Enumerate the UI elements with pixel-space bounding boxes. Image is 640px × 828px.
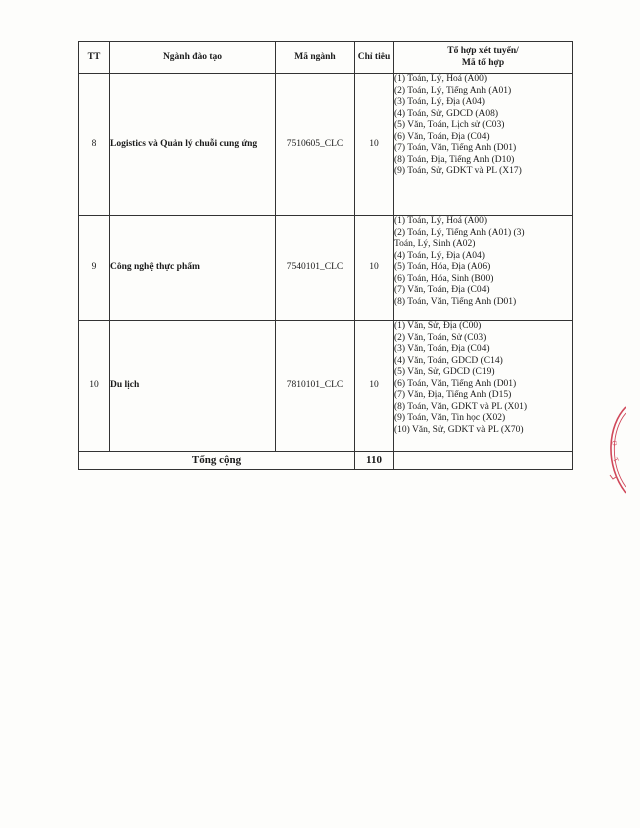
combo-item: (8) Toán, Văn, GDKT và PL (X01) (394, 401, 528, 412)
total-value: 110 (355, 452, 394, 470)
total-empty-cell (394, 452, 573, 470)
combo-item: (7) Toán, Văn, Tiếng Anh (D01) (394, 143, 517, 153)
row-quota: 10 (355, 216, 394, 321)
combo-item: (2) Toán, Lý, Tiếng Anh (A01) (3) (394, 227, 525, 238)
row-tt: 9 (79, 216, 110, 321)
header-combo-line2: Mã tổ hợp (461, 57, 505, 68)
header-tt: TT (79, 42, 110, 74)
combo-item: (2) Văn, Toán, Sử (C03) (394, 332, 487, 343)
svg-text:O: O (610, 439, 619, 447)
row-major: Du lịch (110, 321, 276, 452)
table-row (79, 74, 573, 216)
combo-item: Toán, Lý, Sinh (A02) (394, 239, 476, 249)
row-tt: 10 (79, 321, 110, 452)
row-combos (394, 74, 573, 216)
row-code: 7510605_CLC (276, 74, 355, 216)
combo-item: (8) Toán, Địa, Tiếng Anh (D10) (394, 154, 515, 165)
row-major: Logistics và Quản lý chuỗi cung ứng (110, 74, 276, 216)
row-quota: 10 (355, 74, 394, 216)
combo-item: (1) Toán, Lý, Hoá (A00) (394, 216, 488, 226)
table-row (79, 216, 573, 321)
table-row (79, 321, 573, 452)
row-combos (394, 321, 573, 452)
combo-item: (5) Toán, Hóa, Địa (A06) (394, 262, 491, 272)
combo-item: (2) Toán, Lý, Tiếng Anh (A01) (394, 85, 512, 96)
combo-item: (9) Toán, Văn, Tin học (X02) (394, 413, 506, 423)
combo-item: (5) Văn, Toán, Lịch sử (C03) (394, 120, 505, 130)
combo-item: (8) Toán, Văn, Tiếng Anh (D01) (394, 296, 517, 307)
row-tt: 8 (79, 74, 110, 216)
header-major: Ngành đào tạo (110, 42, 276, 74)
combo-item: (4) Toán, Lý, Địa (A04) (394, 250, 485, 261)
row-code: 7540101_CLC (276, 216, 355, 321)
row-code: 7810101_CLC (276, 321, 355, 452)
combo-item: (9) Toán, Sử, GDKT và PL (X17) (394, 166, 522, 176)
combo-item: (6) Toán, Văn, Tiếng Anh (D01) (394, 378, 517, 389)
combo-item: (3) Văn, Toán, Địa (C04) (394, 344, 490, 354)
red-seal-stamp-icon (598, 405, 626, 495)
row-combos (394, 216, 573, 321)
total-row (79, 452, 573, 470)
header-combo (394, 42, 573, 74)
header-combo-line1: Tổ hợp xét tuyển/ (447, 46, 519, 56)
combo-item: (6) Toán, Hóa, Sinh (B00) (394, 273, 494, 284)
total-label: Tổng cộng (79, 452, 355, 470)
row-quota: 10 (355, 321, 394, 452)
combo-item: (1) Toán, Lý, Hoá (A00) (394, 74, 488, 84)
svg-text:T: T (611, 456, 621, 464)
combo-item: (7) Văn, Toán, Địa (C04) (394, 285, 490, 295)
header-quota: Chỉ tiêu (355, 42, 394, 74)
combo-item: (6) Văn, Toán, Địa (C04) (394, 131, 490, 142)
combo-item: (3) Toán, Lý, Địa (A04) (394, 97, 485, 107)
header-code: Mã ngành (276, 42, 355, 74)
table-header-row (79, 42, 573, 74)
row-major: Công nghệ thực phẩm (110, 216, 276, 321)
combo-item: (5) Văn, Sử, GDCD (C19) (394, 367, 495, 377)
combo-item: (4) Văn, Toán, GDCD (C14) (394, 355, 503, 366)
combo-item: (7) Văn, Địa, Tiếng Anh (D15) (394, 390, 512, 400)
admissions-table (78, 41, 573, 470)
combo-item: (1) Văn, Sử, Địa (C00) (394, 321, 482, 331)
combo-item: (4) Toán, Sử, GDCD (A08) (394, 108, 499, 119)
combo-item: (10) Văn, Sử, GDKT và PL (X70) (394, 424, 524, 435)
